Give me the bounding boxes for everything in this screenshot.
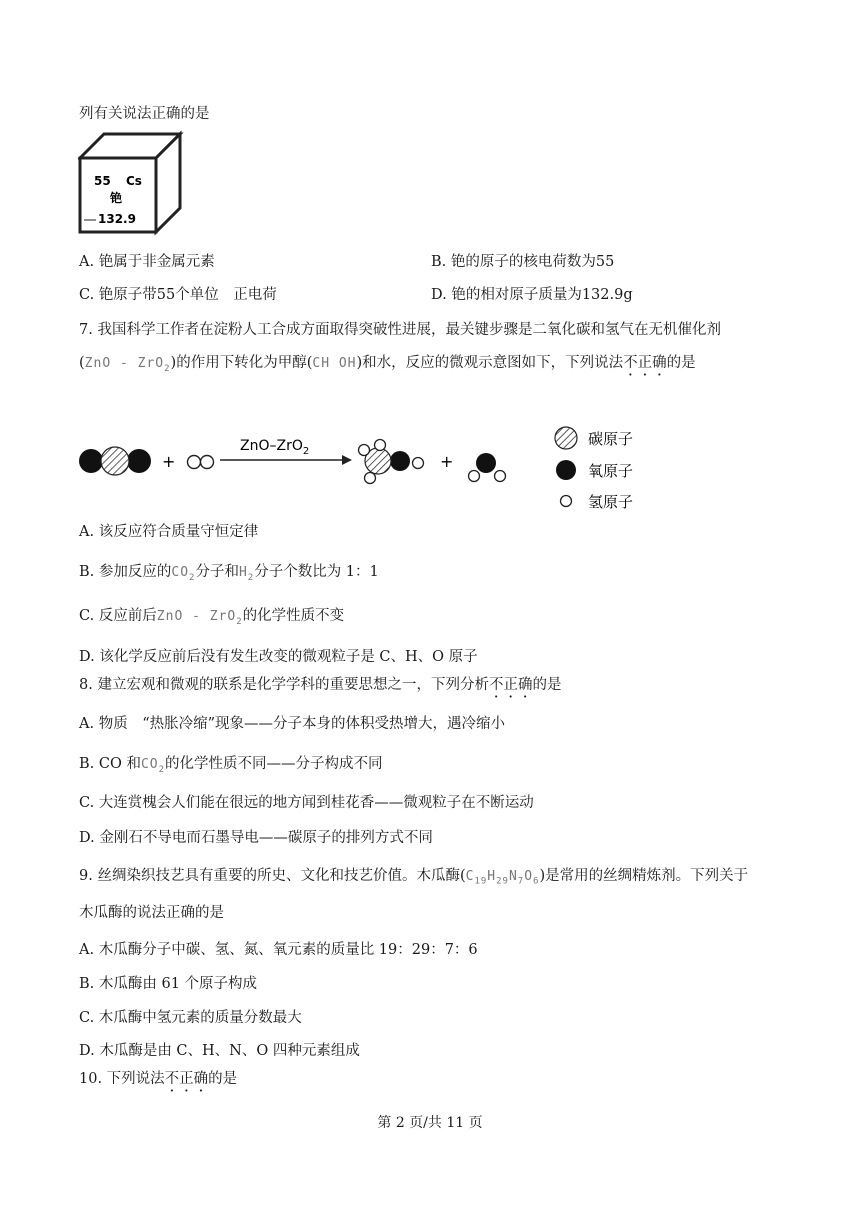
q8-stem: 8. 建立宏观和微观的联系是化学学科的重要思想之一，下列分析不正确的是 [79, 677, 562, 693]
q9-option-b: B. 木瓜酶由 61 个原子构成 [79, 976, 258, 992]
q8-option-b: B. CO 和$CO_2$的化学性质不同——分子构成不同 [79, 756, 383, 775]
catalyst-formula: ZnO - ZrO [84, 356, 165, 371]
element-name: 铯 [110, 191, 123, 205]
h2-molecule [188, 456, 214, 469]
q6-option-b: B. 铯的原子的核电荷数为55 [431, 254, 615, 270]
q10-stem: 10. 下列说法不正确的是 [79, 1071, 238, 1087]
element-symbol: Cs [126, 174, 142, 188]
element-card [78, 130, 184, 236]
q6-option-c: C. 铯原子带55个单位 正电荷 [79, 287, 277, 303]
reaction-diagram [70, 418, 660, 518]
plus-sign-2: + [440, 452, 454, 471]
co2-molecule [79, 447, 151, 475]
q7-option-a: A. 该反应符合质量守恒定律 [79, 524, 259, 540]
q9-stem-line1: 9. 丝绸染织技艺具有重要的所史、文化和技艺价值。木瓜酶$(C_{19}H_{29}N_7O_6)$是常用的丝绸精炼剂。下列关于 [79, 868, 749, 887]
element-mass: 132.9 [98, 212, 136, 226]
legend-hydrogen: 氢原子 [588, 493, 634, 511]
catalyst-label: ZnO–ZrO$_2$ [240, 438, 310, 457]
plus-sign-1: + [162, 452, 176, 471]
legend-carbon: 碳原子 [588, 430, 634, 448]
q7-option-c: C. 反应前后ZnO - ZrO$_2$的化学性质不变 [79, 608, 345, 627]
diagram-legend [555, 427, 633, 511]
q7-stem-line1: 7. 我国科学工作者在淀粉人工合成方面取得突破性进展，最关键步骤是二氧化碳和氢气在无机催化剂 [79, 322, 721, 338]
page-footer: 第 2 页/共 11 页 [377, 1115, 483, 1131]
q8-option-c: C. 大连赏槐会人们能在很远的地方闻到桂花香——微观粒子在不断运动 [79, 795, 534, 811]
q8-option-d: D. 金刚石不导电而石墨导电——碳原子的排列方式不同 [79, 830, 433, 846]
q9-option-c: C. 木瓜酶中氢元素的质量分数最大 [79, 1010, 302, 1026]
methanol-molecule [359, 440, 424, 484]
q9-option-a: A. 木瓜酶分子中碳、氢、氮、氧元素的质量比 19：29：7：6 [79, 942, 478, 958]
q9-stem-line2: 木瓜酶的说法正确的是 [79, 905, 224, 921]
q6-option-a: A. 铯属于非金属元素 [79, 254, 215, 270]
q7-stem-line2: (ZnO - ZrO$_2$)的作用下转化为甲醇(CH OH)和水，反应的微观示意图如下，下列说法不正确的是 [79, 355, 696, 374]
q9-option-d: D. 木瓜酶是由 C、H、N、O 四种元素组成 [79, 1043, 360, 1059]
q6-option-d: D. 铯的相对原子质量为132.9g [431, 287, 633, 303]
papain-formula: $C_{19}H_{29}N_7O_6$ [465, 869, 540, 887]
methanol-formula: CH OH [312, 356, 357, 371]
q8-option-a: A. 物质 “热胀冷缩”现象——分子本身的体积受热增大，遇冷缩小 [79, 716, 506, 732]
intro-line: 列有关说法正确的是 [79, 106, 210, 122]
water-molecule [469, 453, 506, 482]
legend-oxygen: 氧原子 [588, 462, 634, 480]
element-number: 55 [94, 174, 111, 188]
q7-option-d: D. 该化学反应前后没有发生改变的微观粒子是 C、H、O 原子 [79, 649, 478, 665]
q7-option-b: B. 参加反应的$CO_2$分子和$H_2$分子个数比为 1：1 [79, 564, 379, 583]
